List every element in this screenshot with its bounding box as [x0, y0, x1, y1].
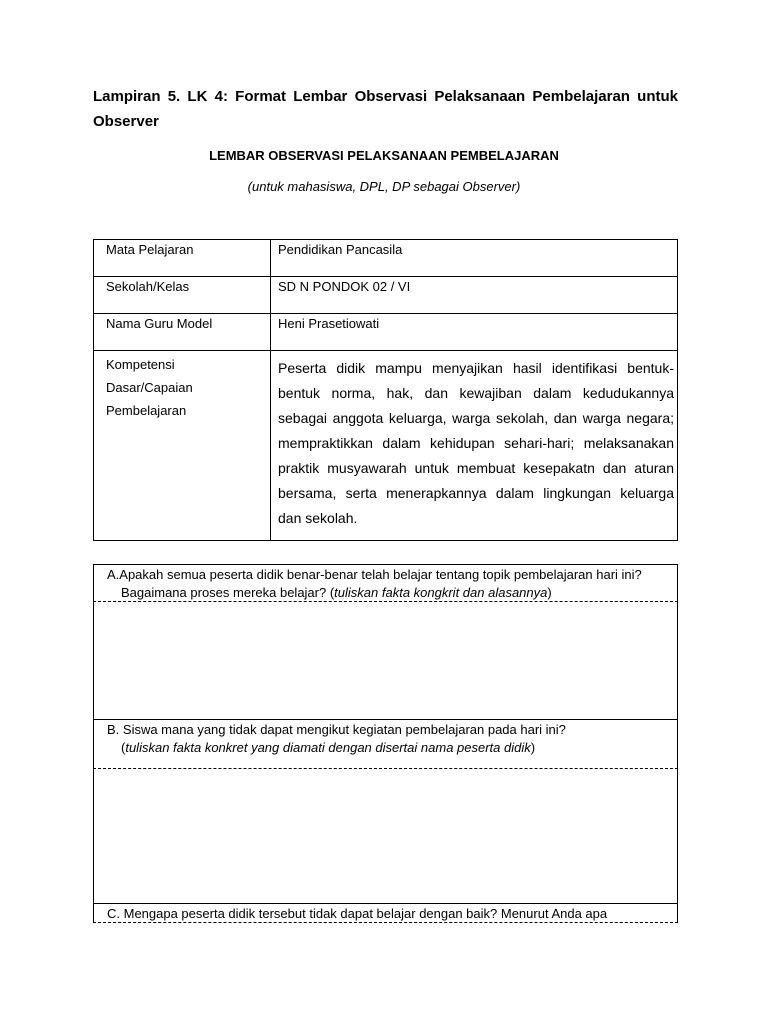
question-b: B. Siswa mana yang tidak dapat mengikut kegiatan pembelajaran pada hari ini?: [107, 722, 566, 737]
table-row-mata-pelajaran: [94, 240, 678, 277]
answer-a-area[interactable]: [93, 600, 678, 719]
label-kompetensi-line-2: Dasar/Capaian: [106, 380, 193, 395]
value-mata-pelajaran[interactable]: Pendidikan Pancasila: [271, 240, 678, 277]
value-sekolah-kelas[interactable]: SD N PONDOK 02 / VI: [271, 277, 678, 314]
table-row-sekolah-kelas: [94, 277, 678, 314]
form-subtitle: (untuk mahasiswa, DPL, DP sebagai Observer): [247, 179, 521, 194]
answer-b-area[interactable]: [93, 767, 678, 903]
question-a-close: ): [547, 585, 552, 600]
label-sekolah-kelas: Sekolah/Kelas: [94, 277, 271, 314]
question-b-open: (: [121, 740, 126, 755]
question-b-instruction: [94, 739, 677, 757]
label-mata-pelajaran: Mata Pelajaran: [94, 240, 271, 277]
info-table: [93, 239, 678, 541]
value-kompetensi-cell: [271, 351, 678, 541]
label-nama-guru: Nama Guru Model: [94, 314, 271, 351]
question-a-box: [93, 564, 678, 602]
form-title: LEMBAR OBSERVASI PELAKSANAAN PEMBELAJARAN: [209, 148, 559, 163]
table-row-kompetensi: [94, 351, 678, 541]
question-a-instruction: tuliskan fakta kongkrit dan alasannya: [334, 585, 548, 600]
label-kompetensi-line-1: Kompetensi: [106, 357, 175, 372]
question-c: C. Mengapa peserta didik tersebut tidak dapat belajar dengan baik? Menurut Anda apa: [107, 906, 608, 921]
question-a: [94, 565, 677, 602]
question-b-box: [93, 719, 678, 769]
value-kompetensi[interactable]: Peserta didik mampu menyajikan hasil identifikasi bentuk-bentuk norma, hak, dan kewajiban dalam kedudukannya sebagai anggota keluarga, warga sekolah, dan warga negara; mempraktikkan dalam kehidupan sehari-hari; melaksanakan praktik musyawarah untuk membuat kesepakatn dan aturan bersama, serta menerapkannya dalam lingkungan keluarga dan sekolah.: [278, 360, 674, 526]
question-b-close: ): [530, 740, 536, 755]
value-nama-guru[interactable]: Heni Prasetiowati: [271, 314, 678, 351]
question-a-text: A.Apakah semua peserta didik benar-benar telah belajar tentang topik pembelajaran hari ini? Bagaimana proses mereka belajar? (: [107, 567, 642, 600]
table-row-nama-guru: [94, 314, 678, 351]
document-heading: Lampiran 5. LK 4: Format Lembar Observasi Pelaksanaan Pembelajaran untuk Observer: [93, 88, 678, 130]
label-kompetensi: [94, 351, 271, 541]
label-kompetensi-line-3: Pembelajaran: [106, 403, 187, 418]
question-b-instruction-text: tuliskan fakta konkret yang diamati dengan disertai nama peserta didik: [125, 740, 531, 755]
question-c-box: [93, 903, 678, 923]
